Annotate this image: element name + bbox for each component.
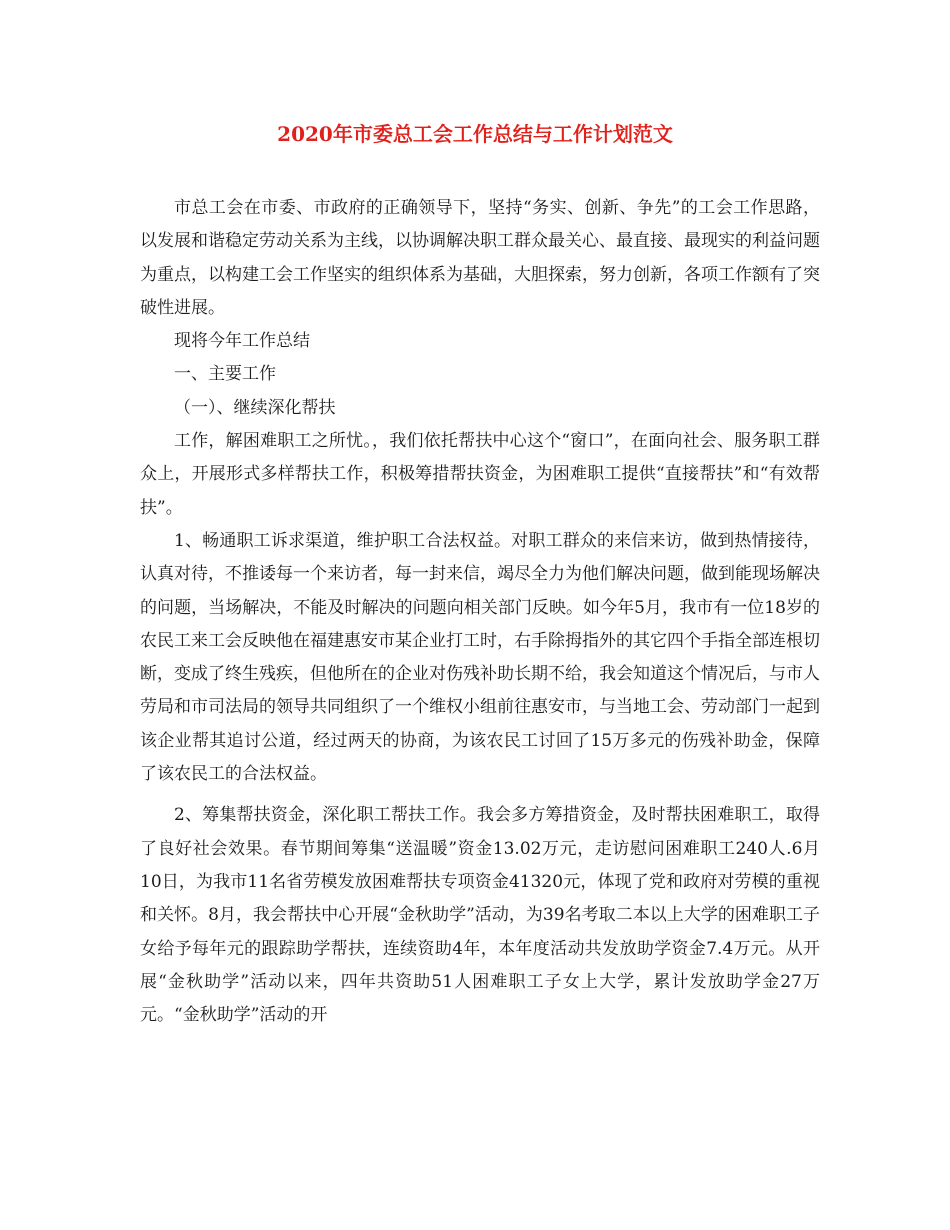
paragraph-item-2: 2、筹集帮扶资金，深化职工帮扶工作。我会多方筹措资金，及时帮扶困难职工，取得了良好社会效果。春节期间筹集“送温暖”资金13.02万元，走访慰问困难职工240人.6月10日，为我市11名省劳模发放困难帮扶专项资金41320元，体现了党和政府对劳模的重视和关怀。8月，我会帮扶中心开展“金秋助学”活动，为39名考取二本以上大学的困难职工子女给予每年元的跟踪助学帮扶，连续资助4年，本年度活动共发放助学资金7.4万元。从开展“金秋助学”活动以来，四年共资助51人困难职工子女上大学，累计发放助学金27万元。“金秋助学”活动的开	[140, 805, 820, 1026]
paragraph-intro: 市总工会在市委、市政府的正确领导下，坚持“务实、创新、争先”的工会工作思路，以发展和谐稳定劳动关系为主线，以协调解决职工群众最关心、最直接、最现实的利益问题为重点，以构建工会工作坚实的组织体系为基础，大胆探索，努力创新，各项工作额有了突破性进展。	[140, 198, 820, 318]
document-title: 2020年市委总工会工作总结与工作计划范文	[277, 122, 673, 146]
paragraph-summary-lead: 现将今年工作总结	[174, 331, 310, 352]
document-body	[140, 192, 820, 1032]
paragraph-assistance-work: 工作，解困难职工之所忧。，我们依托帮扶中心这个“窗口”，在面向社会、服务职工群众上，开展形式多样帮扶工作，积极筹措帮扶资金，为困难职工提供“直接帮扶”和“有效帮扶”。	[140, 431, 820, 518]
heading-main-work: 一、主要工作	[174, 364, 276, 385]
heading-deepen-assistance: （一）、继续深化帮扶	[174, 397, 336, 418]
paragraph-item-1: 1、畅通职工诉求渠道，维护职工合法权益。对职工群众的来信来访，做到热情接待，认真对待，不推诿每一个来访者，每一封来信，竭尽全力为他们解决问题，做到能现场解决的问题，当场解决，不能及时解决的问题向相关部门反映。如今年5月，我市有一位18岁的农民工来工会反映他在福建惠安市某企业打工时，右手除拇指外的其它四个手指全部连根切断，变成了终生残疾，但他所在的企业对伤残补助长期不给，我会知道这个情况后，与市人劳局和市司法局的领导共同组织了一个维权小组前往惠安市，与当地工会、劳动部门一起到该企业帮其追讨公道，经过两天的协商，为该农民工讨回了15万多元的伤残补助金，保障了该农民工的合法权益。	[140, 530, 820, 785]
